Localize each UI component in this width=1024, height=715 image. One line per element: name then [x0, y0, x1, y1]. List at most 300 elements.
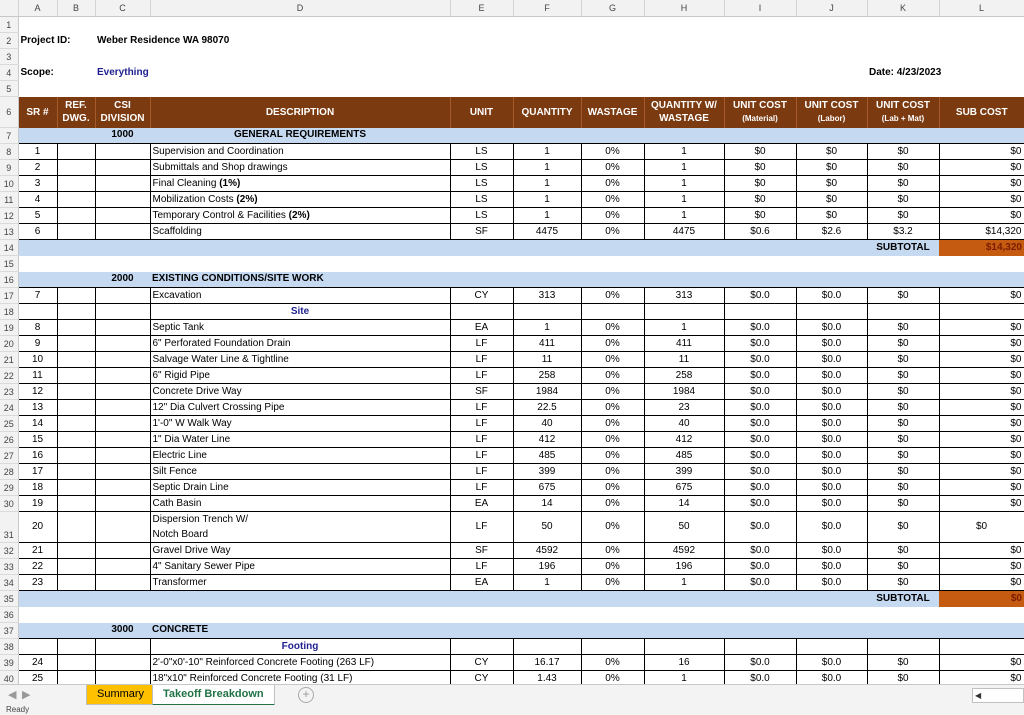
- unit-cost-total-cell[interactable]: $0: [867, 671, 939, 685]
- wastage-cell[interactable]: 0%: [581, 384, 644, 400]
- subtotal-value[interactable]: $0: [939, 591, 1024, 607]
- ref-dwg-cell[interactable]: [57, 320, 95, 336]
- row-number[interactable]: 32: [0, 543, 18, 559]
- unit-cost-material-cell[interactable]: $0.0: [724, 512, 796, 543]
- unit-cost-labor-cell[interactable]: $0: [796, 208, 867, 224]
- unit-cost-material-cell[interactable]: $0.0: [724, 384, 796, 400]
- sr-cell[interactable]: 6: [18, 224, 57, 240]
- csi-division-cell[interactable]: [95, 384, 150, 400]
- unit-cost-total-cell[interactable]: $0: [867, 416, 939, 432]
- row-number[interactable]: 19: [0, 320, 18, 336]
- quantity-with-wastage-cell[interactable]: 40: [644, 416, 724, 432]
- description-cell[interactable]: [150, 559, 450, 575]
- sub-cost-cell[interactable]: $0: [939, 352, 1024, 368]
- tab-scroll-right-icon[interactable]: ▶: [22, 689, 31, 701]
- quantity-cell[interactable]: 1.43: [513, 671, 581, 685]
- unit-cost-labor-cell[interactable]: $0.0: [796, 512, 867, 543]
- row-number[interactable]: 39: [0, 655, 18, 671]
- unit-cost-material-cell[interactable]: $0.0: [724, 464, 796, 480]
- ref-dwg-cell[interactable]: [57, 480, 95, 496]
- quantity-cell[interactable]: 1: [513, 144, 581, 160]
- unit-cost-labor-cell[interactable]: $0.0: [796, 384, 867, 400]
- row-number[interactable]: 30: [0, 496, 18, 512]
- row-number[interactable]: 10: [0, 176, 18, 192]
- unit-cost-labor-cell[interactable]: $0.0: [796, 288, 867, 304]
- wastage-cell[interactable]: 0%: [581, 224, 644, 240]
- description-cell[interactable]: [150, 352, 450, 368]
- row-number[interactable]: 34: [0, 575, 18, 591]
- unit-cost-labor-cell[interactable]: $0.0: [796, 320, 867, 336]
- sub-cost-cell[interactable]: $0: [939, 144, 1024, 160]
- row-number[interactable]: 13: [0, 224, 18, 240]
- tab-summary[interactable]: Summary: [86, 685, 155, 705]
- sr-cell[interactable]: 13: [18, 400, 57, 416]
- sub-cost-cell[interactable]: $0: [939, 320, 1024, 336]
- quantity-with-wastage-cell[interactable]: 1: [644, 192, 724, 208]
- csi-division-cell[interactable]: [95, 671, 150, 685]
- description-cell[interactable]: [150, 655, 450, 671]
- unit-cell[interactable]: LS: [450, 208, 513, 224]
- row-number[interactable]: 9: [0, 160, 18, 176]
- sub-cost-cell[interactable]: $0: [939, 400, 1024, 416]
- wastage-cell[interactable]: 0%: [581, 464, 644, 480]
- quantity-with-wastage-cell[interactable]: 4592: [644, 543, 724, 559]
- row-number[interactable]: 28: [0, 464, 18, 480]
- quantity-with-wastage-cell[interactable]: 313: [644, 288, 724, 304]
- wastage-cell[interactable]: 0%: [581, 448, 644, 464]
- sub-cost-cell[interactable]: $0: [939, 464, 1024, 480]
- unit-cost-material-cell[interactable]: $0.0: [724, 496, 796, 512]
- column-header[interactable]: C: [95, 0, 150, 17]
- sub-cost-cell[interactable]: $0: [939, 208, 1024, 224]
- tab-takeoff-breakdown[interactable]: Takeoff Breakdown: [152, 685, 275, 706]
- description-cell[interactable]: [150, 176, 450, 192]
- unit-cell[interactable]: LF: [450, 448, 513, 464]
- description-cell[interactable]: [150, 400, 450, 416]
- row-number[interactable]: 3: [0, 49, 18, 65]
- row-number[interactable]: 8: [0, 144, 18, 160]
- csi-division-cell[interactable]: [95, 448, 150, 464]
- csi-division-cell[interactable]: [95, 575, 150, 591]
- ref-dwg-cell[interactable]: [57, 336, 95, 352]
- sub-cost-cell[interactable]: $0: [939, 416, 1024, 432]
- ref-dwg-cell[interactable]: [57, 496, 95, 512]
- sr-cell[interactable]: 24: [18, 655, 57, 671]
- quantity-cell[interactable]: 1: [513, 192, 581, 208]
- quantity-cell[interactable]: 40: [513, 416, 581, 432]
- unit-cost-total-cell[interactable]: $0: [867, 496, 939, 512]
- unit-cost-total-cell[interactable]: $0: [867, 559, 939, 575]
- description-cell[interactable]: Dispersion Trench W/ Notch Board: [150, 512, 450, 543]
- sr-cell[interactable]: 14: [18, 416, 57, 432]
- row-number[interactable]: 14: [0, 240, 18, 256]
- ref-dwg-cell[interactable]: [57, 448, 95, 464]
- sr-cell[interactable]: 5: [18, 208, 57, 224]
- unit-cost-material-cell[interactable]: $0.0: [724, 416, 796, 432]
- unit-cost-material-cell[interactable]: $0.6: [724, 224, 796, 240]
- wastage-cell[interactable]: 0%: [581, 496, 644, 512]
- description-cell[interactable]: [150, 432, 450, 448]
- unit-cost-material-cell[interactable]: $0.0: [724, 368, 796, 384]
- project-id-value[interactable]: Weber Residence WA 98070: [97, 34, 230, 46]
- sub-cost-cell[interactable]: $0: [939, 288, 1024, 304]
- wastage-cell[interactable]: 0%: [581, 320, 644, 336]
- description-cell[interactable]: [150, 208, 450, 224]
- column-header[interactable]: A: [18, 0, 57, 17]
- unit-cost-labor-cell[interactable]: $0.0: [796, 655, 867, 671]
- csi-division-cell[interactable]: [95, 176, 150, 192]
- unit-cost-labor-cell[interactable]: $0.0: [796, 416, 867, 432]
- unit-cost-labor-cell[interactable]: $0: [796, 176, 867, 192]
- section-title[interactable]: EXISTING CONDITIONS/SITE WORK: [150, 272, 450, 288]
- quantity-with-wastage-cell[interactable]: 1: [644, 160, 724, 176]
- unit-cost-total-cell[interactable]: $0: [867, 192, 939, 208]
- sub-cost-cell[interactable]: $0: [939, 575, 1024, 591]
- row-number[interactable]: 15: [0, 256, 18, 272]
- csi-division-cell[interactable]: [95, 352, 150, 368]
- ref-dwg-cell[interactable]: [57, 464, 95, 480]
- unit-cost-total-cell[interactable]: $0: [867, 176, 939, 192]
- description-cell[interactable]: [150, 671, 450, 685]
- unit-cost-total-cell[interactable]: $0: [867, 384, 939, 400]
- csi-division-cell[interactable]: [95, 655, 150, 671]
- csi-division-cell[interactable]: [95, 208, 150, 224]
- row-number[interactable]: 24: [0, 400, 18, 416]
- unit-cost-labor-cell[interactable]: $0: [796, 192, 867, 208]
- quantity-cell[interactable]: 675: [513, 480, 581, 496]
- column-header[interactable]: F: [513, 0, 581, 17]
- section-title[interactable]: CONCRETE: [150, 623, 450, 639]
- ref-dwg-cell[interactable]: [57, 176, 95, 192]
- unit-cost-labor-cell[interactable]: $0.0: [796, 432, 867, 448]
- quantity-with-wastage-cell[interactable]: 14: [644, 496, 724, 512]
- csi-division-cell[interactable]: [95, 288, 150, 304]
- sub-cost-cell[interactable]: $0: [939, 512, 1024, 543]
- sub-cost-cell[interactable]: $0: [939, 384, 1024, 400]
- footing-subheader[interactable]: Footing: [150, 639, 450, 655]
- row-number[interactable]: 7: [0, 128, 18, 144]
- quantity-with-wastage-cell[interactable]: 1: [644, 320, 724, 336]
- wastage-cell[interactable]: 0%: [581, 400, 644, 416]
- csi-division-cell[interactable]: [95, 400, 150, 416]
- wastage-cell[interactable]: 0%: [581, 559, 644, 575]
- ref-dwg-cell[interactable]: [57, 288, 95, 304]
- row-number[interactable]: 17: [0, 288, 18, 304]
- quantity-cell[interactable]: 411: [513, 336, 581, 352]
- sr-cell[interactable]: 3: [18, 176, 57, 192]
- sr-cell[interactable]: 4: [18, 192, 57, 208]
- unit-cell[interactable]: LF: [450, 368, 513, 384]
- sr-cell[interactable]: 15: [18, 432, 57, 448]
- unit-cell[interactable]: LF: [450, 512, 513, 543]
- csi-division-cell[interactable]: [95, 160, 150, 176]
- sr-cell[interactable]: 23: [18, 575, 57, 591]
- sub-cost-cell[interactable]: $0: [939, 176, 1024, 192]
- wastage-cell[interactable]: 0%: [581, 208, 644, 224]
- unit-cost-total-cell[interactable]: $0: [867, 320, 939, 336]
- wastage-cell[interactable]: 0%: [581, 176, 644, 192]
- unit-cost-labor-cell[interactable]: $0.0: [796, 352, 867, 368]
- row-number[interactable]: 4: [0, 65, 18, 81]
- unit-cost-total-cell[interactable]: $0: [867, 512, 939, 543]
- description-cell[interactable]: [150, 496, 450, 512]
- row-number[interactable]: 37: [0, 623, 18, 639]
- description-cell[interactable]: [150, 575, 450, 591]
- quantity-cell[interactable]: 1: [513, 575, 581, 591]
- unit-cell[interactable]: LF: [450, 336, 513, 352]
- sr-cell[interactable]: 12: [18, 384, 57, 400]
- wastage-cell[interactable]: 0%: [581, 512, 644, 543]
- wastage-cell[interactable]: 0%: [581, 432, 644, 448]
- unit-cost-labor-cell[interactable]: $0.0: [796, 336, 867, 352]
- ref-dwg-cell[interactable]: [57, 543, 95, 559]
- ref-dwg-cell[interactable]: [57, 368, 95, 384]
- unit-cell[interactable]: SF: [450, 543, 513, 559]
- unit-cost-labor-cell[interactable]: $0.0: [796, 480, 867, 496]
- ref-dwg-cell[interactable]: [57, 192, 95, 208]
- csi-division-cell[interactable]: [95, 416, 150, 432]
- row-number[interactable]: 25: [0, 416, 18, 432]
- row-number[interactable]: 16: [0, 272, 18, 288]
- unit-cost-material-cell[interactable]: $0.0: [724, 336, 796, 352]
- unit-cell[interactable]: LF: [450, 400, 513, 416]
- unit-cost-labor-cell[interactable]: $0.0: [796, 543, 867, 559]
- quantity-cell[interactable]: 258: [513, 368, 581, 384]
- unit-cost-material-cell[interactable]: $0.0: [724, 432, 796, 448]
- tab-scroll-left-icon[interactable]: ◀: [8, 689, 17, 701]
- csi-division-cell[interactable]: [95, 432, 150, 448]
- unit-cost-total-cell[interactable]: $0: [867, 352, 939, 368]
- row-number[interactable]: 35: [0, 591, 18, 607]
- column-header[interactable]: J: [796, 0, 867, 17]
- wastage-cell[interactable]: 0%: [581, 671, 644, 685]
- row-number[interactable]: 21: [0, 352, 18, 368]
- sr-cell[interactable]: 16: [18, 448, 57, 464]
- unit-cell[interactable]: SF: [450, 384, 513, 400]
- quantity-with-wastage-cell[interactable]: 1: [644, 575, 724, 591]
- sub-cost-cell[interactable]: $14,320: [939, 224, 1024, 240]
- ref-dwg-cell[interactable]: [57, 575, 95, 591]
- sr-cell[interactable]: 7: [18, 288, 57, 304]
- sub-cost-cell[interactable]: $0: [939, 496, 1024, 512]
- quantity-cell[interactable]: 1: [513, 176, 581, 192]
- column-header[interactable]: L: [939, 0, 1024, 17]
- ref-dwg-cell[interactable]: [57, 224, 95, 240]
- sr-cell[interactable]: 9: [18, 336, 57, 352]
- unit-cost-labor-cell[interactable]: $0: [796, 144, 867, 160]
- row-number[interactable]: 5: [0, 81, 18, 97]
- unit-cell[interactable]: CY: [450, 671, 513, 685]
- row-number[interactable]: 2: [0, 33, 18, 49]
- unit-cost-total-cell[interactable]: $0: [867, 448, 939, 464]
- csi-division-cell[interactable]: [95, 336, 150, 352]
- quantity-with-wastage-cell[interactable]: 399: [644, 464, 724, 480]
- row-number[interactable]: 38: [0, 639, 18, 655]
- description-cell[interactable]: [150, 368, 450, 384]
- unit-cost-total-cell[interactable]: $0: [867, 464, 939, 480]
- csi-division-cell[interactable]: [95, 320, 150, 336]
- unit-cell[interactable]: LF: [450, 559, 513, 575]
- unit-cell[interactable]: EA: [450, 320, 513, 336]
- quantity-cell[interactable]: 14: [513, 496, 581, 512]
- unit-cost-material-cell[interactable]: $0: [724, 208, 796, 224]
- section-code[interactable]: 3000: [95, 623, 150, 639]
- unit-cost-total-cell[interactable]: $0: [867, 575, 939, 591]
- quantity-with-wastage-cell[interactable]: 1: [644, 144, 724, 160]
- csi-division-cell[interactable]: [95, 543, 150, 559]
- column-header[interactable]: E: [450, 0, 513, 17]
- unit-cost-material-cell[interactable]: $0.0: [724, 543, 796, 559]
- sub-cost-cell[interactable]: $0: [939, 559, 1024, 575]
- quantity-cell[interactable]: 4592: [513, 543, 581, 559]
- unit-cost-total-cell[interactable]: $0: [867, 655, 939, 671]
- unit-cell[interactable]: LF: [450, 432, 513, 448]
- quantity-cell[interactable]: 4475: [513, 224, 581, 240]
- row-number[interactable]: 18: [0, 304, 18, 320]
- unit-cost-material-cell[interactable]: $0.0: [724, 400, 796, 416]
- column-header[interactable]: B: [57, 0, 95, 17]
- unit-cell[interactable]: LS: [450, 192, 513, 208]
- csi-division-cell[interactable]: [95, 559, 150, 575]
- wastage-cell[interactable]: 0%: [581, 416, 644, 432]
- sub-cost-cell[interactable]: $0: [939, 671, 1024, 685]
- ref-dwg-cell[interactable]: [57, 655, 95, 671]
- wastage-cell[interactable]: 0%: [581, 288, 644, 304]
- csi-division-cell[interactable]: [95, 144, 150, 160]
- sr-cell[interactable]: 2: [18, 160, 57, 176]
- quantity-cell[interactable]: 412: [513, 432, 581, 448]
- sr-cell[interactable]: 20: [18, 512, 57, 543]
- ref-dwg-cell[interactable]: [57, 559, 95, 575]
- unit-cost-total-cell[interactable]: $0: [867, 336, 939, 352]
- sr-cell[interactable]: 22: [18, 559, 57, 575]
- unit-cost-material-cell[interactable]: $0.0: [724, 288, 796, 304]
- description-cell[interactable]: [150, 224, 450, 240]
- description-cell[interactable]: [150, 160, 450, 176]
- wastage-cell[interactable]: 0%: [581, 655, 644, 671]
- unit-cost-labor-cell[interactable]: $0.0: [796, 671, 867, 685]
- unit-cell[interactable]: LF: [450, 464, 513, 480]
- column-header[interactable]: D: [150, 0, 450, 17]
- unit-cost-labor-cell[interactable]: $0.0: [796, 496, 867, 512]
- row-number[interactable]: 22: [0, 368, 18, 384]
- sub-cost-cell[interactable]: $0: [939, 448, 1024, 464]
- csi-division-cell[interactable]: [95, 464, 150, 480]
- ref-dwg-cell[interactable]: [57, 400, 95, 416]
- unit-cost-labor-cell[interactable]: $0.0: [796, 400, 867, 416]
- wastage-cell[interactable]: 0%: [581, 368, 644, 384]
- sr-cell[interactable]: 8: [18, 320, 57, 336]
- sr-cell[interactable]: 21: [18, 543, 57, 559]
- column-header[interactable]: K: [867, 0, 939, 17]
- column-header[interactable]: H: [644, 0, 724, 17]
- ref-dwg-cell[interactable]: [57, 384, 95, 400]
- quantity-with-wastage-cell[interactable]: 4475: [644, 224, 724, 240]
- wastage-cell[interactable]: 0%: [581, 160, 644, 176]
- ref-dwg-cell[interactable]: [57, 352, 95, 368]
- sr-cell[interactable]: 10: [18, 352, 57, 368]
- ref-dwg-cell[interactable]: [57, 160, 95, 176]
- quantity-with-wastage-cell[interactable]: 675: [644, 480, 724, 496]
- unit-cost-material-cell[interactable]: $0: [724, 144, 796, 160]
- row-number[interactable]: 20: [0, 336, 18, 352]
- sub-cost-cell[interactable]: $0: [939, 480, 1024, 496]
- unit-cell[interactable]: LF: [450, 416, 513, 432]
- unit-cost-material-cell[interactable]: $0: [724, 160, 796, 176]
- quantity-with-wastage-cell[interactable]: 412: [644, 432, 724, 448]
- row-number[interactable]: 36: [0, 607, 18, 623]
- select-all-corner[interactable]: [0, 0, 18, 17]
- unit-cost-labor-cell[interactable]: $0.0: [796, 559, 867, 575]
- csi-division-cell[interactable]: [95, 192, 150, 208]
- unit-cost-material-cell[interactable]: $0: [724, 192, 796, 208]
- wastage-cell[interactable]: 0%: [581, 336, 644, 352]
- row-number[interactable]: 40: [0, 671, 18, 685]
- row-number[interactable]: 26: [0, 432, 18, 448]
- row-number[interactable]: 31: [0, 512, 18, 543]
- unit-cost-total-cell[interactable]: $0: [867, 368, 939, 384]
- unit-cost-total-cell[interactable]: $0: [867, 144, 939, 160]
- unit-cost-total-cell[interactable]: $0: [867, 288, 939, 304]
- quantity-cell[interactable]: 485: [513, 448, 581, 464]
- row-number[interactable]: 23: [0, 384, 18, 400]
- ref-dwg-cell[interactable]: [57, 416, 95, 432]
- quantity-with-wastage-cell[interactable]: 1: [644, 176, 724, 192]
- sub-cost-cell[interactable]: $0: [939, 655, 1024, 671]
- sub-cost-cell[interactable]: $0: [939, 160, 1024, 176]
- row-number[interactable]: 6: [0, 97, 18, 128]
- add-sheet-button[interactable]: +: [298, 687, 314, 703]
- quantity-cell[interactable]: 50: [513, 512, 581, 543]
- unit-cell[interactable]: LF: [450, 352, 513, 368]
- unit-cost-labor-cell[interactable]: $0.0: [796, 448, 867, 464]
- section-code[interactable]: 1000: [95, 128, 150, 144]
- wastage-cell[interactable]: 0%: [581, 144, 644, 160]
- description-cell[interactable]: [150, 384, 450, 400]
- sr-cell[interactable]: 25: [18, 671, 57, 685]
- description-cell[interactable]: [150, 192, 450, 208]
- unit-cost-material-cell[interactable]: $0.0: [724, 480, 796, 496]
- csi-division-cell[interactable]: [95, 224, 150, 240]
- scroll-left-arrow-icon[interactable]: ◀: [975, 691, 982, 700]
- description-cell[interactable]: Excavation: [150, 288, 450, 304]
- wastage-cell[interactable]: 0%: [581, 575, 644, 591]
- sr-cell[interactable]: 1: [18, 144, 57, 160]
- unit-cell[interactable]: LS: [450, 144, 513, 160]
- description-cell[interactable]: [150, 448, 450, 464]
- quantity-with-wastage-cell[interactable]: 1984: [644, 384, 724, 400]
- unit-cost-total-cell[interactable]: $0: [867, 543, 939, 559]
- scope-value[interactable]: Everything: [97, 66, 149, 78]
- ref-dwg-cell[interactable]: [57, 208, 95, 224]
- horizontal-scrollbar[interactable]: [972, 688, 1024, 703]
- quantity-cell[interactable]: 196: [513, 559, 581, 575]
- description-cell[interactable]: [150, 336, 450, 352]
- row-number[interactable]: 12: [0, 208, 18, 224]
- sr-cell[interactable]: 11: [18, 368, 57, 384]
- quantity-cell[interactable]: 399: [513, 464, 581, 480]
- unit-cost-labor-cell[interactable]: $0: [796, 160, 867, 176]
- sub-cost-cell[interactable]: $0: [939, 368, 1024, 384]
- sub-cost-cell[interactable]: $0: [939, 336, 1024, 352]
- sr-cell[interactable]: 18: [18, 480, 57, 496]
- row-number[interactable]: 11: [0, 192, 18, 208]
- site-subheader[interactable]: Site: [150, 304, 450, 320]
- unit-cost-material-cell[interactable]: $0.0: [724, 655, 796, 671]
- unit-cost-total-cell[interactable]: $0: [867, 432, 939, 448]
- quantity-cell[interactable]: 11: [513, 352, 581, 368]
- description-cell[interactable]: [150, 464, 450, 480]
